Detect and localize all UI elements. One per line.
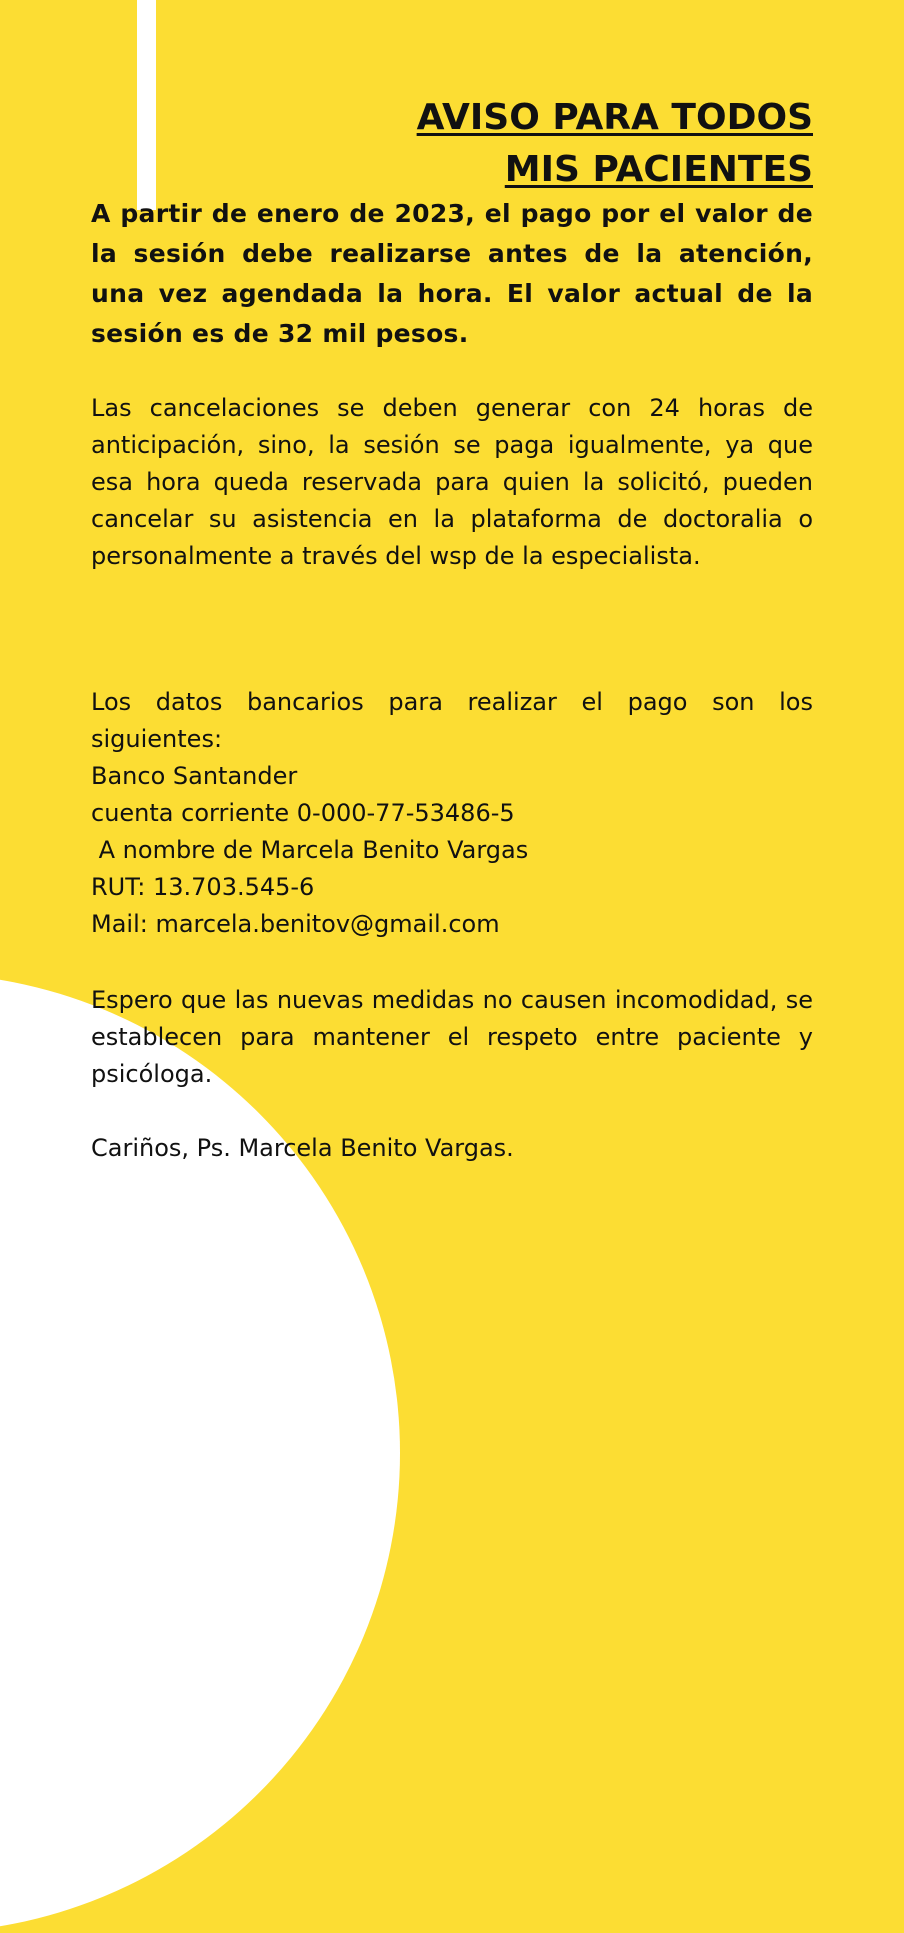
title-line-1: AVISO PARA TODOS: [416, 97, 813, 138]
payment-paragraph: A partir de enero de 2023, el pago por el valor de la sesión debe realizarse antes de la atención, una vez agendada la hora. El valor actual de la sesión es de 32 mil pesos.: [91, 199, 813, 348]
decorative-white-stripe: [137, 0, 156, 210]
bank-holder: A nombre de Marcela Benito Vargas: [91, 836, 529, 864]
bank-account: cuenta corriente 0-000-77-53486-5: [91, 799, 515, 827]
title-line-2: MIS PACIENTES: [504, 149, 813, 190]
bank-rut: RUT: 13.703.545-6: [91, 873, 315, 901]
cancellation-paragraph: Las cancelaciones se deben generar con 24 horas de anticipación, sino, la sesión se paga igualmente, ya que esa hora queda reservada para quien la solicitó, pueden cancelar su asistencia en la plataforma de doctoralia o personalmente a través del wsp de la especialista.: [91, 394, 813, 570]
bank-mail: Mail: marcela.benitov@gmail.com: [91, 910, 500, 938]
closing-paragraph: Espero que las nuevas medidas no causen incomodidad, se establecen para mantener el respeto entre paciente y psicóloga.: [91, 986, 813, 1088]
decorative-white-circle: [0, 973, 400, 1933]
bank-intro-paragraph: Los datos bancarios para realizar el pago son los siguientes:: [91, 688, 813, 753]
bank-details: [91, 758, 813, 943]
signature: Cariños, Ps. Marcela Benito Vargas.: [91, 1134, 514, 1162]
notice-title: [417, 92, 813, 196]
bank-name: Banco Santander: [91, 762, 298, 790]
